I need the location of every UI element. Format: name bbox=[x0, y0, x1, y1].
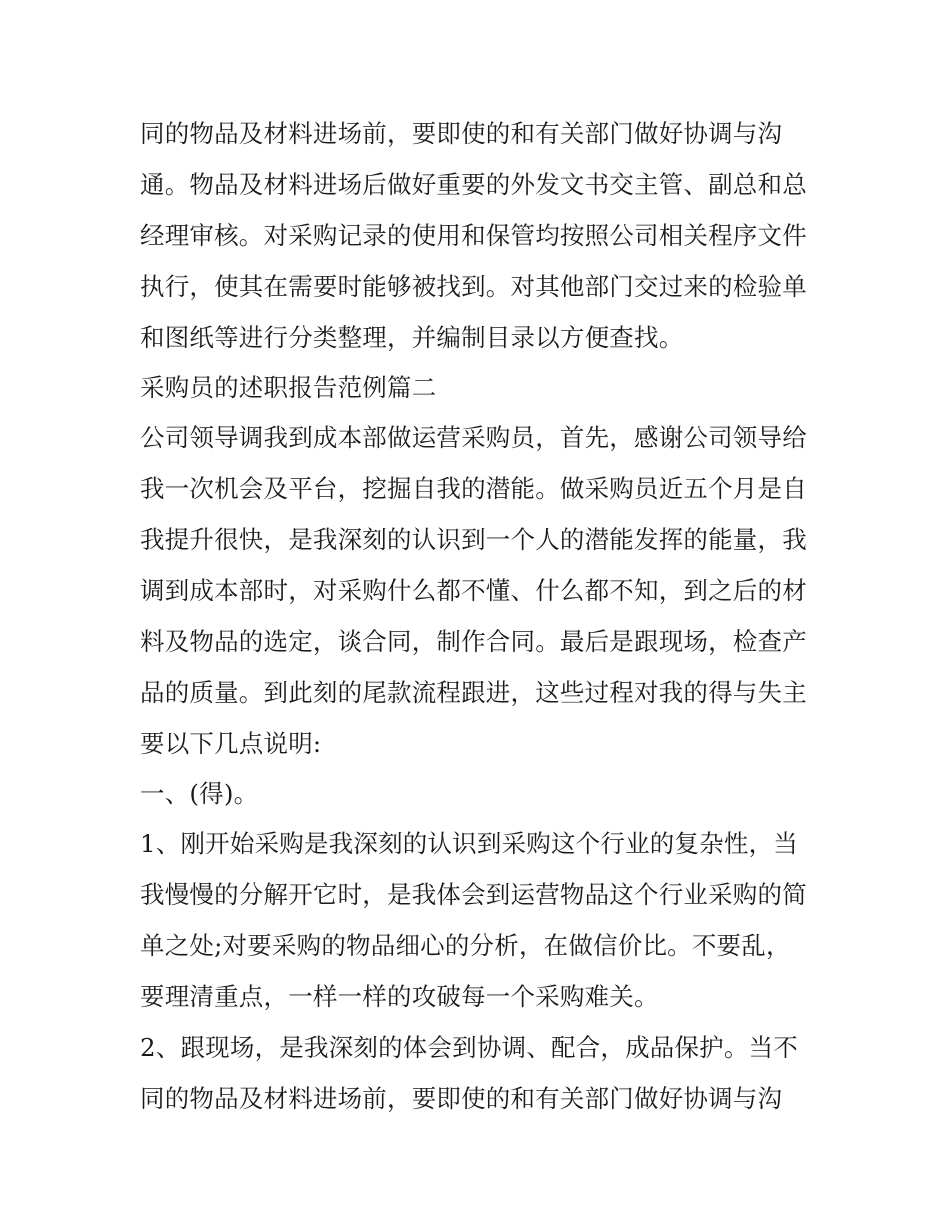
text-line: 2、跟现场，是我深刻的体会到协调、配合，成品保护。当不 bbox=[140, 1033, 798, 1062]
list-item-2 bbox=[140, 1022, 820, 1124]
text-line: 要理清重点，一样一样的攻破每一个采购难关。 bbox=[140, 982, 659, 1011]
text-line: 同的物品及材料进场前，要即使的和有关部门做好协调与沟 bbox=[140, 119, 783, 148]
text-line: 和图纸等进行分类整理，并编制目录以方便查找。 bbox=[140, 323, 684, 352]
text-line: 品的质量。到此刻的尾款流程跟进，这些过程对我的得与失主 bbox=[140, 678, 807, 707]
subsection-heading: 一、(得)。 bbox=[140, 779, 259, 808]
text-line: 我提升很快，是我深刻的认识到一个人的潜能发挥的能量，我 bbox=[140, 525, 807, 554]
text-line: 要以下几点说明: bbox=[140, 729, 322, 758]
text-line: 我一次机会及平台，挖掘自我的潜能。做采购员近五个月是自 bbox=[140, 474, 807, 503]
text-line: 我慢慢的分解开它时，是我体会到运营物品这个行业采购的简 bbox=[140, 880, 807, 909]
text-line: 公司领导调我到成本部做运营采购员，首先，感谢公司领导给 bbox=[140, 423, 807, 452]
section-heading: 采购员的述职报告范例篇二 bbox=[140, 373, 437, 402]
text-line: 调到成本部时，对采购什么都不懂、什么都不知，到之后的材 bbox=[140, 576, 807, 605]
text-line: 执行，使其在需要时能够被找到。对其他部门交过来的检验单 bbox=[140, 272, 807, 301]
text-line: 通。物品及材料进场后做好重要的外发文书交主管、副总和总 bbox=[140, 170, 807, 199]
text-line: 经理审核。对采购记录的使用和保管均按照公司相关程序文件 bbox=[140, 221, 807, 250]
text-line: 1、刚开始采购是我深刻的认识到采购这个行业的复杂性，当 bbox=[140, 829, 798, 858]
text-line: 单之处;对要采购的物品细心的分析，在做信价比。不要乱， bbox=[140, 931, 791, 960]
text-line: 同的物品及材料进场前，要即使的和有关部门做好协调与沟 bbox=[140, 1084, 783, 1113]
paragraph-intro bbox=[140, 412, 820, 769]
text-line: 料及物品的选定，谈合同，制作合同。最后是跟现场，检查产 bbox=[140, 627, 807, 656]
list-item-1 bbox=[140, 818, 820, 1022]
paragraph-continued bbox=[140, 108, 820, 363]
